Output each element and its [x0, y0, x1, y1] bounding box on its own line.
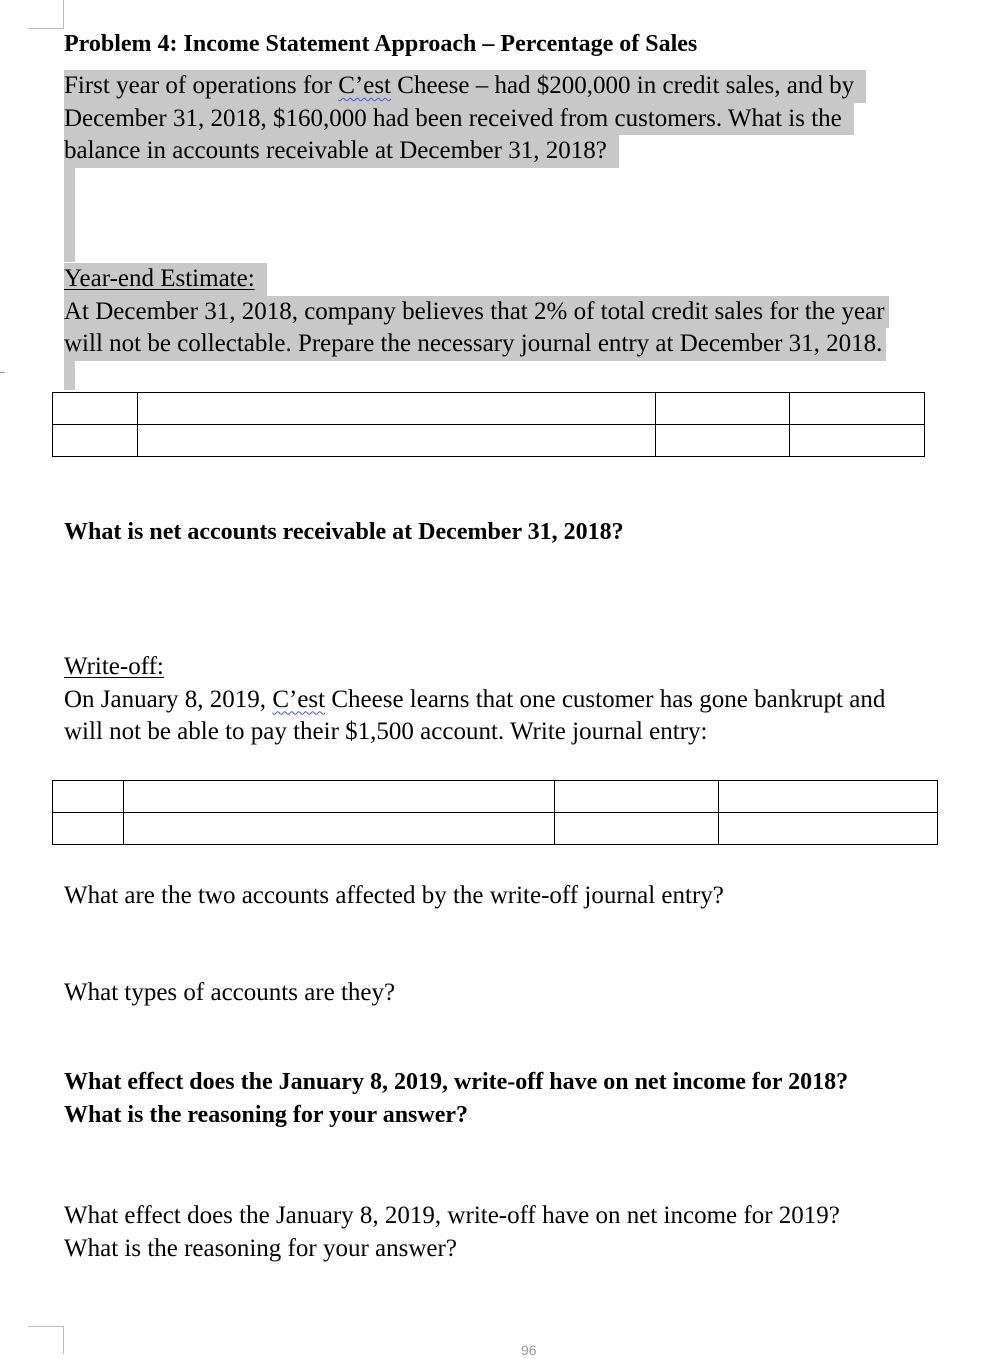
write-off-line-1: On January 8, 2019, C’est Cheese learns that one customer has gone bankrupt and	[64, 685, 886, 713]
crop-mark-bottom-vertical	[63, 1326, 64, 1354]
journal-entry-table-year-end	[52, 392, 925, 457]
crop-mark-top-vertical	[63, 0, 64, 29]
table-cell-account[interactable]	[124, 781, 554, 813]
table-cell-date[interactable]	[53, 393, 138, 425]
table-row	[53, 813, 938, 845]
account-types-question: What types of accounts are they?	[64, 979, 396, 1006]
table-cell-credit[interactable]	[718, 781, 937, 813]
table-cell-debit[interactable]	[554, 813, 718, 845]
problem-title: Problem 4: Income Statement Approach – Percentage of Sales	[64, 31, 698, 57]
page-number: 96	[521, 1342, 537, 1358]
table-cell-credit[interactable]	[718, 813, 937, 845]
highlight-empty-line	[64, 360, 75, 390]
table-row	[53, 781, 938, 813]
year-end-line-2: will not be collectable. Prepare the necessary journal entry at December 31, 2018.	[64, 328, 886, 361]
table-cell-debit[interactable]	[656, 425, 790, 457]
highlight-empty-lines	[64, 167, 75, 262]
spellcheck-word[interactable]: C’est	[338, 72, 392, 99]
table-cell-date[interactable]	[53, 781, 124, 813]
table-cell-account[interactable]	[124, 813, 554, 845]
journal-entry-table-write-off	[52, 780, 938, 845]
net-income-2019-question: What effect does the January 8, 2019, write-off have on net income for 2019? What is the reasoning for your answer?	[64, 1202, 840, 1262]
table-cell-debit[interactable]	[554, 781, 718, 813]
table-cell-date[interactable]	[53, 813, 124, 845]
write-off-label: Write-off:	[64, 653, 164, 680]
intro-line-3: balance in accounts receivable at December 31, 2018?	[64, 135, 619, 168]
spellcheck-word[interactable]: C’est	[272, 685, 326, 713]
table-cell-account[interactable]	[137, 425, 655, 457]
year-end-line-1: At December 31, 2018, company believes that 2% of total credit sales for the year	[64, 296, 889, 329]
crop-mark-bottom	[28, 1326, 64, 1327]
net-income-2018-question: What effect does the January 8, 2019, write-off have on net income for 2018? What is the reasoning for your answer?	[64, 1069, 849, 1128]
table-cell-credit[interactable]	[790, 425, 925, 457]
intro-line-1: First year of operations for C’est Cheese – had $200,000 in credit sales, and by	[64, 70, 866, 103]
intro-line-2: December 31, 2018, $160,000 had been received from customers. What is the	[64, 103, 854, 136]
margin-marker	[0, 372, 5, 373]
crop-mark-top	[28, 28, 64, 29]
table-cell-account[interactable]	[137, 393, 655, 425]
year-end-label: Year-end Estimate:	[64, 263, 267, 296]
two-accounts-question: What are the two accounts affected by the write-off journal entry?	[64, 882, 724, 909]
write-off-line-2: will not be able to pay their $1,500 account. Write journal entry:	[64, 718, 708, 745]
table-cell-date[interactable]	[53, 425, 138, 457]
table-cell-credit[interactable]	[790, 393, 925, 425]
table-row	[53, 393, 925, 425]
table-cell-debit[interactable]	[656, 393, 790, 425]
write-off-paragraph[interactable]	[64, 651, 885, 749]
table-row	[53, 425, 925, 457]
year-end-paragraph[interactable]	[64, 263, 889, 361]
net-ar-question: What is net accounts receivable at December 31, 2018?	[64, 519, 624, 545]
intro-paragraph[interactable]	[64, 70, 866, 168]
